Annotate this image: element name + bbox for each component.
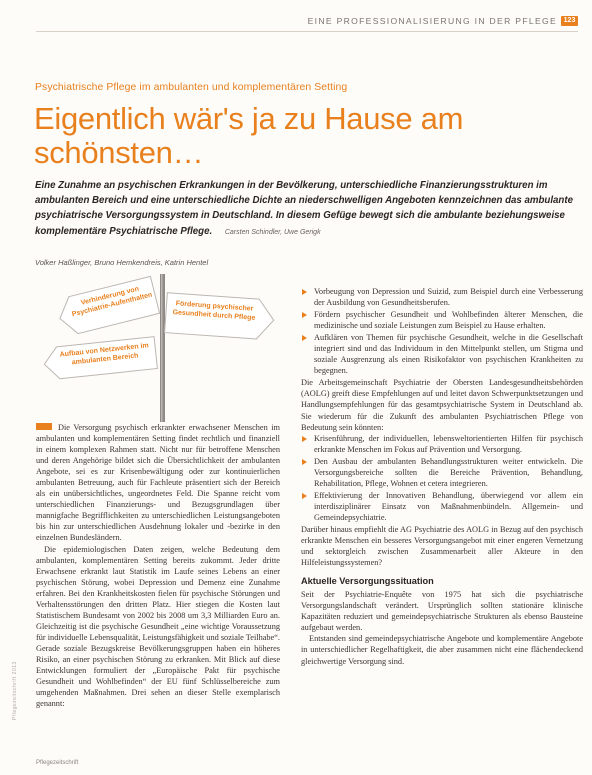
list-item-text: Effektivierung der Innovativen Behandlung, überwiegend vor allem ein interdisziplinärer Einsatz von Maßnahmenbündeln. Allgemein- und Gemeindepsychiatrie.: [314, 490, 583, 522]
list-item-text: Krisenführung, der individuellen, lebensweltorientierten Hilfen für psychisch erkrankte Menschen im Fokus auf Prävention und Versorgung.: [314, 433, 583, 454]
page-footer: Pflegezeitschrift: [36, 760, 79, 766]
arrow-bullet-icon: [302, 289, 307, 295]
list-item-text: Vorbeugung von Depression und Suizid, zum Beispiel durch eine Verbesserung der Ausbildung von Gesundheitsberufen.: [314, 287, 583, 308]
list-item-text: Fördern psychischer Gesundheit und Wohlbefinden älterer Menschen, die medizinische und soziale Leistungen zum Beispiel zu Hause erhalten.: [314, 310, 583, 331]
side-label: Pflegezeitschrift 2013: [12, 661, 18, 720]
article-authors: Volker Haßlinger, Bruno Hemkendreis, Katrin Hentel: [35, 258, 209, 267]
arrow-bullet-icon: [302, 459, 307, 465]
list-item: [301, 456, 583, 489]
lede-text: Eine Zunahme an psychischen Erkrankungen in der Bevölkerung, unterschiedliche Finanzierungsstrukturen im ambulanten Bereich und eine unterschiedliche Dichte an niederschwelligen Angeboten kennzeichnen das ambulante psychiatrische Versorgungssystem in Deutschland. In diesem Gefüge bewegt sich die ambulante beziehungsweise komplementäre Psychiatrische Pflege.: [35, 180, 573, 237]
article-kicker: Psychiatrische Pflege im ambulanten und komplementären Setting: [35, 82, 348, 93]
right-paragraph-1: Die Arbeitsgemeinschaft Psychiatrie der Obersten Landesgesundheitsbehörden (AOLG) greift diese Empfehlungen auf und leitet davon Schwerpunktsetzungen und Handlungsempfehlungen für das gesamtpsychiatrische System in Deutschland ab. Sie wiederum für die Zukunft des ambulanten Psychiatrischen Pflege von Bedeutung sein könnten:: [301, 378, 583, 432]
list-item-text: Aufklären von Themen für psychische Gesundheit, welche in die Gesellschaft integriert sind und das Individuum in den Mittelpunkt stellen, um Stigma und soziale Ausgrenzung als einen Risikofaktor von psychischen Krankheiten zu begegnen.: [314, 333, 583, 376]
page-number-badge: 123: [561, 16, 578, 26]
bullet-list-2: [301, 433, 583, 523]
sign-right: [165, 293, 276, 340]
right-paragraph-3: Seit der Psychiatrie-Enquête von 1975 hat sich die psychiatrische Versorgungslandschaft verändert. Ursprünglich sollten stationäre klinische Kapazitäten reduziert und gemeindepsychiatrische Strukturen als ebenso Bausteine aufgebaut werden.: [301, 590, 583, 633]
right-paragraph-4: Entstanden sind gemeindepsychiatrische Angebote und komplementäre Angebote in unterschiedlicher Regelhaftigkeit, die aber zusammen nicht eine flächendeckend gleichwertige Versorgung sind.: [301, 634, 583, 666]
list-item-text: Den Ausbau der ambulanten Behandlungsstrukturen weiter entwickeln. Die Versorgungsbereiche sollten die Bereiche Prävention, Behandlung, Rehabilitation, Pflege, Wohnen et cetera integrieren.: [314, 456, 583, 488]
list-item: [301, 309, 583, 331]
arrow-bullet-icon: [302, 493, 307, 499]
sign-bottom-left-text: Aufbau von Netzwerken im ambulanten Bereich: [59, 342, 150, 366]
arrow-bullet-icon: [302, 436, 307, 442]
arrow-bullet-icon: [302, 335, 307, 341]
right-paragraph-2: Darüber hinaus empfiehlt die AG Psychiatrie des AOLG in Bezug auf den psychisch erkrankte Menschen ein besseres Versorgungsangebot mit einer engeren Vernetzung und sektorgleich zwischen Zusammenarbeit aller Akteure in den Hilfeleistungssystemen?: [301, 524, 583, 568]
paragraph-marker: [36, 423, 52, 430]
article-lede: [35, 178, 583, 240]
left-paragraph-2: Die epidemiologischen Daten zeigen, welche Bedeutung dem ambulanten, komplementären Setting bereits zukommt. Jeder dritte Erwachsene erkrankt laut Statistik im Laufe seines Lebens an einer psychischen Störung, wobei Depression und Demenz eine Zunahme erfahren. Bei den Krankheitskosten fielen für psychische Störungen und Verhaltensstörungen den dritten Platz. Hier stiegen die Kosten laut Statistischem Bundesamt von 2002 bis 2008 um 3,3 Milliarden Euro an. Gleichzeitig ist die psychische Gesundheit „eine wichtige Voraussetzung für individuelle Lebensqualität, Leistungsfähigkeit und soziale Teilhabe“. Gerade soziale Bezugskreise Bevölkerungsgruppen haben ein höheres Risiko, an einer psychischen Störung zu erkranken. Mit Blick auf diese Entwicklungen formuliert der „Europäische Pakt für psychische Gesundheit und Wohlbefinden“ der EU fünf Schlüsselbereiche zum umgehenden Maßnahmen. Drei sehen an dieser Stelle exemplarisch genannt:: [36, 544, 280, 709]
header-divider: [36, 31, 578, 32]
left-paragraph-1-text: Die Versorgung psychisch erkrankter erwachsener Menschen im ambulanten und komplementären Setting findet rechtlich und finanziell in einem komplexen Rahmen statt. Nicht nur für betroffene Menschen und deren Angehörige bildet sich die Übersichtlichkeit der ambulanten Angebote, sei es zur Krisenbewältigung oder zur kontinuierlichen ambulanten Betreuung, auch für Fachleute präsentiert sich der Bereich als ein unübersichtliches, ungeordnetes Feld. Die Spanne reicht vom unterschiedlichen Finanzierungs- und Bezugsgrundlagen über mannigfache Begrifflichkeiten zu unterschiedlichen Leistungsangeboten bis hin zur unterschiedlichen Ausdehnung lokaler und -bezirke in den einzelnen Bundesländern.: [36, 423, 280, 543]
sign-bottom-left: [44, 337, 157, 381]
list-item: [301, 490, 583, 523]
sign-right-text: Förderung psychischer Gesundheit durch Pflege: [172, 300, 256, 322]
running-header: [308, 16, 578, 26]
list-item: [301, 286, 583, 308]
article-headline: Eigentlich wär's ja zu Hause am schönsten…: [34, 101, 464, 170]
sign-top-left-text: Verhinderung von Psychiatrie-Aufenthalten: [71, 285, 153, 318]
bullet-list-1: [301, 286, 583, 376]
list-item: [301, 433, 583, 455]
signpost-illustration: [44, 274, 284, 422]
left-column: [36, 422, 280, 709]
lede-authors: Carsten Schindler, Uwe Gerigk: [224, 228, 321, 236]
sign-top-left: [55, 276, 159, 337]
arrow-bullet-icon: [302, 312, 307, 318]
right-column: [301, 286, 583, 667]
section-heading: Aktuelle Versorgungssituation: [301, 576, 434, 587]
left-paragraph-1: [36, 422, 280, 544]
running-header-title: EINE PROFESSIONALISIERUNG IN DER PFLEGE: [307, 16, 557, 26]
list-item: [301, 332, 583, 376]
